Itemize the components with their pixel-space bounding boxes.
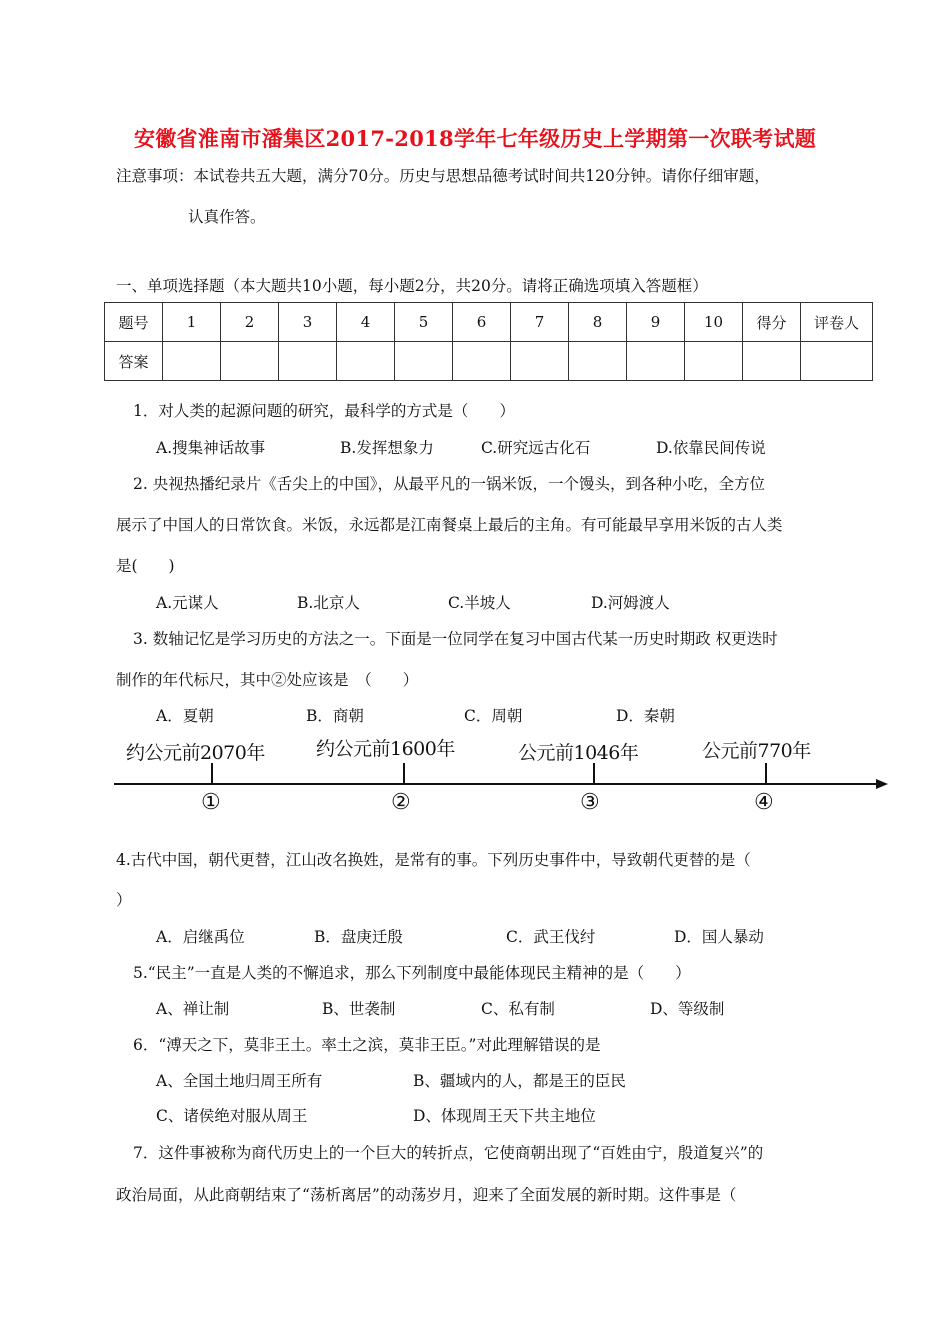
- timeline-mark-1: ①: [201, 790, 221, 815]
- option-d[interactable]: D、体现周王天下共主地位: [413, 1107, 596, 1125]
- question-3-line-1: 3. 数轴记忆是学习历史的方法之一。下面是一位同学在复习中国古代某一历史时期政 权更迭时: [133, 630, 778, 648]
- option-a[interactable]: A．启继禹位: [156, 928, 245, 946]
- option-b[interactable]: B、世袭制: [322, 1000, 396, 1018]
- option-c[interactable]: C.研究远古化石: [481, 439, 591, 457]
- option-d[interactable]: D.河姆渡人: [591, 594, 670, 612]
- timeline-arrow-icon: [876, 779, 888, 789]
- table-cell: 4: [337, 303, 395, 342]
- answer-cell[interactable]: [627, 342, 685, 381]
- question-1-stem: 1．对人类的起源问题的研究，最科学的方式是（ ）: [133, 402, 515, 420]
- notice-line-2: 认真作答。: [188, 208, 266, 226]
- option-b[interactable]: B.发挥想象力: [340, 439, 434, 457]
- table-cell: 评卷人: [801, 303, 873, 342]
- table-cell: 得分: [743, 303, 801, 342]
- answer-cell[interactable]: [569, 342, 627, 381]
- option-a[interactable]: A.搜集神话故事: [156, 439, 266, 457]
- option-a[interactable]: A.元谋人: [156, 594, 219, 612]
- score-cell[interactable]: [743, 342, 801, 381]
- question-5-stem: 5.“民主”一直是人类的不懈追求，那么下列制度中最能体现民主精神的是（ ）: [133, 964, 691, 982]
- answer-table-header-row: [105, 303, 873, 342]
- option-c[interactable]: C．周朝: [464, 707, 523, 725]
- answer-cell[interactable]: [163, 342, 221, 381]
- answer-table: [104, 302, 873, 381]
- option-c[interactable]: C、私有制: [481, 1000, 555, 1018]
- option-c[interactable]: C．武王伐纣: [506, 928, 596, 946]
- table-cell: 2: [221, 303, 279, 342]
- timeline-mark-2: ②: [391, 790, 411, 815]
- answer-cell[interactable]: [685, 342, 743, 381]
- timeline-label-1: 约公元前2070年: [126, 742, 265, 764]
- option-b[interactable]: B、疆域内的人，都是王的臣民: [413, 1072, 626, 1090]
- timeline-label-4: 公元前770年: [702, 740, 811, 762]
- question-7-line-2: 政治局面，从此商朝结束了“荡析离居”的动荡岁月，迎来了全面发展的新时期。这件事是（: [116, 1186, 737, 1204]
- table-cell: 7: [511, 303, 569, 342]
- page-title: 安徽省淮南市潘集区2017-2018学年七年级历史上学期第一次联考试题: [133, 126, 817, 151]
- question-7-line-1: 7．这件事被称为商代历史上的一个巨大的转折点，它使商朝出现了“百姓由宁，殷道复兴”的: [133, 1144, 764, 1162]
- table-cell: 5: [395, 303, 453, 342]
- answer-cell[interactable]: [337, 342, 395, 381]
- timeline-mark-3: ③: [580, 790, 600, 815]
- timeline-label-3: 公元前1046年: [518, 742, 639, 764]
- option-a[interactable]: A、全国土地归周王所有: [156, 1072, 323, 1090]
- section-heading: 一、单项选择题（本大题共10小题，每小题2分，共20分。请将正确选项填入答题框）: [116, 277, 708, 295]
- table-cell: 6: [453, 303, 511, 342]
- answer-cell[interactable]: [453, 342, 511, 381]
- table-cell: 8: [569, 303, 627, 342]
- option-b[interactable]: B.北京人: [297, 594, 360, 612]
- question-2-line-3: 是( ): [116, 557, 175, 575]
- question-2-line-2: 展示了中国人的日常饮食。米饭，永远都是江南餐桌上最后的主角。有可能最早享用米饭的古人类: [116, 516, 783, 534]
- question-2-line-1: 2. 央视热播纪录片《舌尖上的中国》，从最平凡的一锅米饭，一个馒头，到各种小吃，全方位: [133, 475, 765, 493]
- question-3-line-2: 制作的年代标尺，其中②处应该是 （ ）: [116, 671, 419, 689]
- table-cell: 1: [163, 303, 221, 342]
- timeline-mark-4: ④: [754, 790, 774, 815]
- grader-cell[interactable]: [801, 342, 873, 381]
- option-a[interactable]: A、禅让制: [156, 1000, 230, 1018]
- option-d[interactable]: D、等级制: [650, 1000, 725, 1018]
- table-cell: 3: [279, 303, 337, 342]
- answer-cell[interactable]: [395, 342, 453, 381]
- notice-line-1: 注意事项：本试卷共五大题，满分70分。历史与思想品德考试时间共120分钟。请你仔细审题，: [116, 167, 770, 185]
- option-d[interactable]: D.依靠民间传说: [656, 439, 766, 457]
- option-b[interactable]: B．盘庚迁殷: [314, 928, 403, 946]
- option-c[interactable]: C、诸侯绝对服从周王: [156, 1107, 308, 1125]
- timeline-label-2: 约公元前1600年: [316, 738, 455, 760]
- option-c[interactable]: C.半坡人: [448, 594, 511, 612]
- option-d[interactable]: D．国人暴动: [674, 928, 764, 946]
- question-4-line-1: 4.古代中国，朝代更替，江山改名换姓，是常有的事。下列历史事件中，导致朝代更替的是（: [116, 851, 751, 869]
- answer-cell[interactable]: [221, 342, 279, 381]
- table-cell: 题号: [105, 303, 163, 342]
- question-4-line-2: ）: [116, 891, 132, 909]
- table-cell: 9: [627, 303, 685, 342]
- answer-table-answer-row: [105, 342, 873, 381]
- answer-cell[interactable]: [279, 342, 337, 381]
- question-6-stem: 6．“溥天之下，莫非王土。率土之滨，莫非王臣。”对此理解错误的是: [133, 1036, 601, 1054]
- table-cell: 10: [685, 303, 743, 342]
- answer-cell[interactable]: [511, 342, 569, 381]
- table-cell: 答案: [105, 342, 163, 381]
- option-a[interactable]: A．夏朝: [156, 707, 214, 725]
- option-b[interactable]: B．商朝: [306, 707, 364, 725]
- option-d[interactable]: D．秦朝: [616, 707, 675, 725]
- timeline-ruler: [110, 728, 900, 828]
